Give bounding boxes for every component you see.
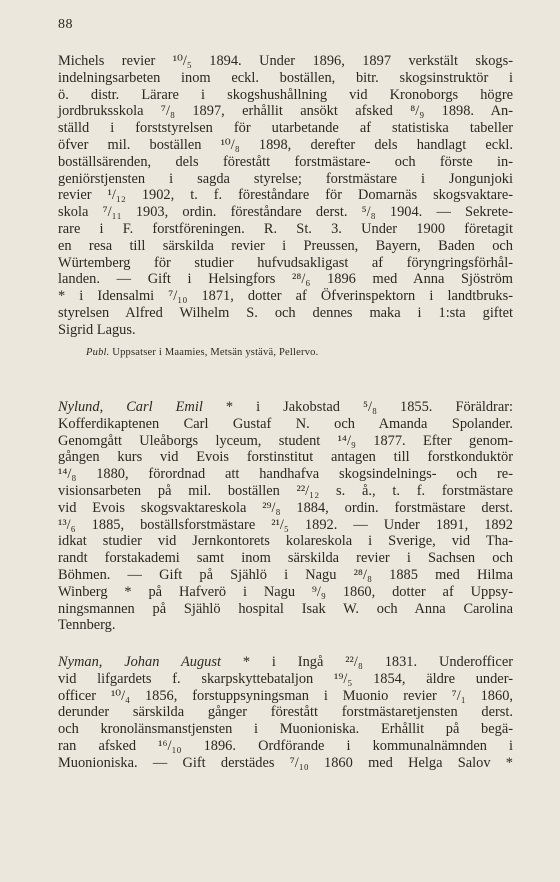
text-line: ningsmannen på Sjählö hospital Isak W. och Anna Carolina [58,600,513,617]
text-line: * i Idensalmi ⁷/₁₀ 1871, dotter af Öfverinspektorn i landtbruks- [58,288,513,305]
text-line: styrelsen Alfred Wilhelm S. och dennes maka i 1:sta giftet [58,304,513,321]
text-line: en resa till särskilda revier i Preussen, Bayern, Baden och [58,237,513,254]
text-line: indelningsarbeten inom eckl. boställen, bitr. skogsinstruktör i [58,69,513,86]
text-line: officer ¹⁰/₄ 1856, forstuppsyningsman i Muonio revier ⁷/₁ 1860, [58,687,513,704]
text-span: * i Jakobstad ⁵/₈ 1855. Föräldrar: [225,399,513,415]
text-line: ställd i forststyrelsen för utarbetande af statistiska tabeller [58,120,513,137]
text-line: idkat studier vid Jernkontorets kolareskola i Sverige, vid Tha- [58,533,513,550]
text-line: Würtemberg för studier hufvudsakligast af föryngringsförhål- [58,254,513,271]
biography-entry-michels [58,53,513,361]
text-line: Genomgått Uleåborgs lyceum, student ¹⁴/₉ 1877. Efter genom- [58,432,513,449]
biography-entry-nyman [58,654,513,772]
text-line: ¹³/₆ 1885, boställsforstmästare ²¹/₅ 1892. — Under 1891, 1892 [58,516,513,533]
publications-text: Uppsatser i Maamies, Metsän ystävä, Pellervo. [112,346,319,358]
text-line: Tennberg. [58,617,116,634]
text-line: öfver mil. boställen ¹⁰/₈ 1898, derefter dels handlagt eckl. [58,136,513,153]
text-line: Sigrid Lagus. [58,321,136,338]
text-line [58,399,513,416]
text-line: Böhmen. — Gift på Sjählö i Nagu ²⁸/₈ 1885 med Hilma [58,566,513,583]
text-line: ran afsked ¹⁶/₁₀ 1896. Ordförande i kommunalnämnden i [58,737,513,754]
text-line: visionsarbeten på mil. boställen ²²/₁₂ s. å., t. f. forstmästare [58,482,513,499]
text-line: skola ⁷/₁₁ 1903, ordin. föreståndare derst. ⁵/₈ 1904. — Sekrete- [58,204,513,221]
biography-entry-nylund [58,399,513,634]
text-line: randt forstakademi samt inom särskilda revier i Sachsen och [58,550,513,567]
text-line: jordbruksskola ⁷/₈ 1897, erhållit ansökt afsked ⁸/₉ 1898. An- [58,103,513,120]
text-line: Michels revier ¹⁰/₅ 1894. Under 1896, 1897 verkstält skogs- [58,53,513,69]
person-name: Nyman, Johan August [58,654,221,670]
text-line: rare i F. forstföreningen. R. St. 3. Under 1900 företagit [58,220,513,237]
text-line: boställsärenden, dels förestått forstmästare- och förste in- [58,153,513,170]
text-span: * i Ingå ²²/₈ 1831. Underofficer [242,654,513,670]
publications-note [86,345,513,362]
text-line: geniörstjensten i sagda styrelse; forstmästare i Jongunjoki [58,170,513,187]
text-line: gången kurs vid Evois forstinstitut antagen till forstkonduktör [58,449,513,466]
publications-label: Publ. [86,346,110,358]
text-line: derunder särskilda gånger förestått forstmästaretjensten derst. [58,704,513,721]
text-line: revier ¹/₁₂ 1902, t. f. föreståndare för Domarnäs skogsvaktare- [58,187,513,204]
text-line: Kofferdikaptenen Carl Gustaf N. och Amanda Spolander. [58,415,513,432]
person-name: Nylund, Carl Emil [58,399,203,415]
text-line: ö. distr. Lärare i skogshushållning vid Kronoborgs högre [58,86,513,103]
page-number: 88 [58,17,73,32]
text-line: ¹⁴/₈ 1880, förordnad att handhafva skogsindelnings- och re- [58,466,513,483]
text-line: vid Evois skogsvaktareskola ²⁹/₈ 1884, ordin. forstmästare derst. [58,499,513,516]
text-line: landen. — Gift i Helsingfors ²⁸/₆ 1896 med Anna Sjöström [58,271,513,288]
text-line: Muonioniska. — Gift derstädes ⁷/₁₀ 1860 med Helga Salov * [58,754,513,771]
text-line: Winberg * på Hafverö i Nagu ⁹/₉ 1860, dotter af Uppsy- [58,583,513,600]
text-line: och kronolänsmanstjensten i Muonioniska. Erhållit på begä- [58,721,513,738]
text-line [58,654,513,671]
text-line: vid lifgardets f. skarpskyttebataljon ¹⁹/₅ 1854, äldre under- [58,670,513,687]
